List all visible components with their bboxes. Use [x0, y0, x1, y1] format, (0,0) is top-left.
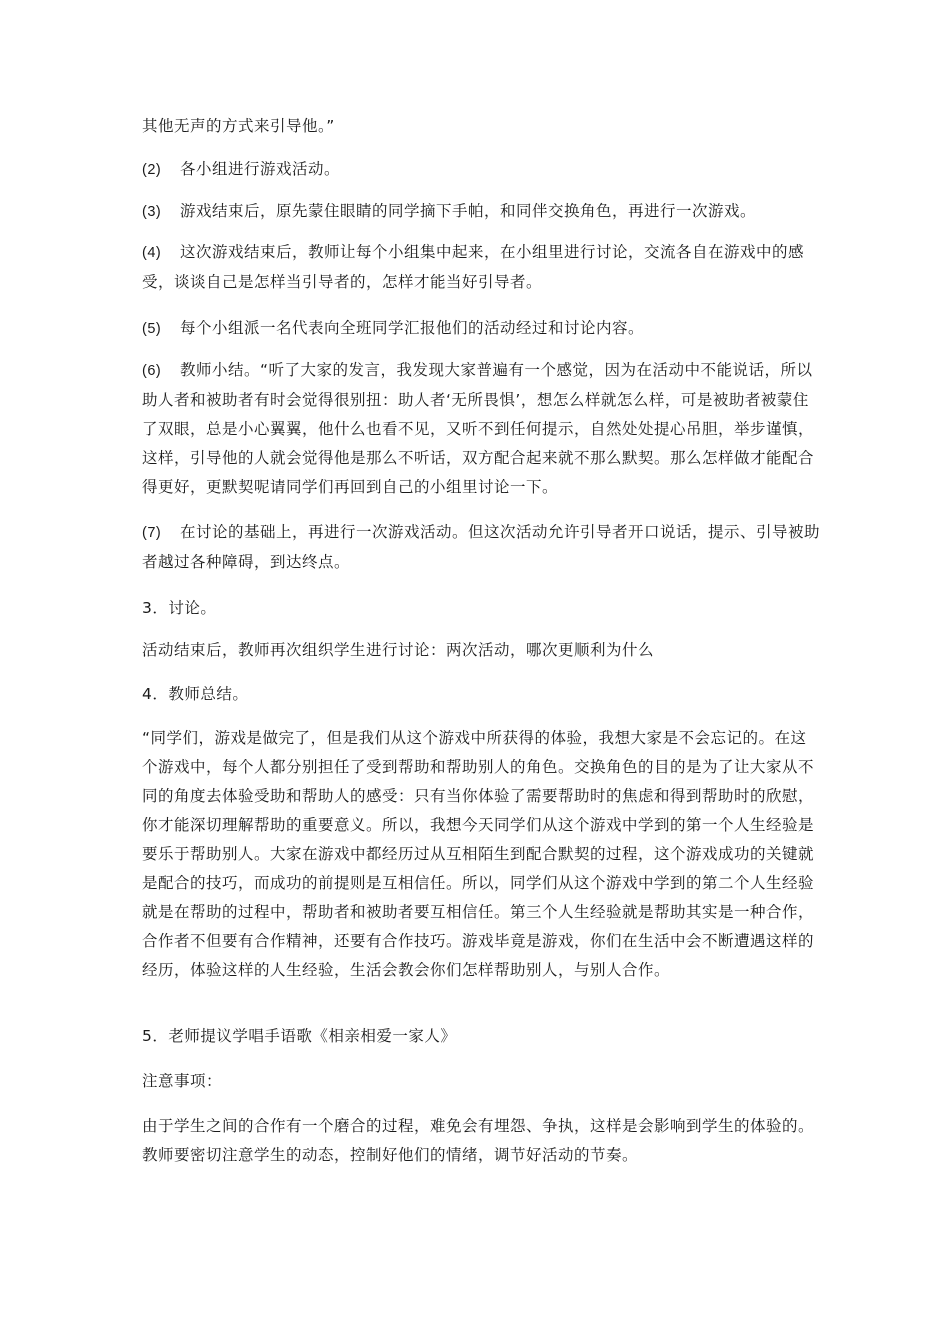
heading-text: 5．老师提议学唱手语歌《相亲相爱一家人》: [142, 1027, 457, 1045]
section-heading-4: [142, 680, 822, 709]
paragraph-text: “同学们，游戏是做完了，但是我们从这个游戏中所获得的体验，我想大家是不会忘记的。在这个游戏中，每个人都分别担任了受到帮助和帮助别人的角色。交换角色的目的是为了让大家从不同的角度去体验受助和帮助人的感受：只有当你体验了需要帮助时的焦虑和得到帮助时的欣慰，你才能深切理解帮助的重要意义。所以，我想今天同学们从这个游戏中学到的第一个人生经验是要乐于帮助别人。大家在游戏中都经历过从互相陌生到配合默契的过程，这个游戏成功的关键就是配合的技巧，而成功的前提则是互相信任。所以，同学们从这个游戏中学到的第二个人生经验就是在帮助的过程中，帮助者和被助者要互相信任。第三个人生经验就是帮助其实是一种合作，合作者不但要有合作精神，还要有合作技巧。游戏毕竟是游戏，你们在生活中会不断遭遇这样的经历，体验这样的人生经验，生活会教会你们怎样帮助别人，与别人合作。: [142, 729, 815, 979]
paragraph-text: 游戏结束后，原先蒙住眼睛的同学摘下手帕，和同伴交换角色，再进行一次游戏。: [180, 202, 757, 220]
paragraph-text: 这次游戏结束后，教师让每个小组集中起来，在小组里进行讨论，交流各自在游戏中的感受，谈谈自己是怎样当引导者的，怎样才能当好引导者。: [142, 243, 805, 291]
notes-heading: [142, 1067, 822, 1096]
list-number: (7): [142, 525, 162, 541]
list-number: (5): [142, 321, 162, 337]
section-heading-3: [142, 594, 822, 623]
paragraph-text: 各小组进行游戏活动。: [180, 160, 341, 178]
paragraph-text: 每个小组派一名代表向全班同学汇报他们的活动经过和讨论内容。: [180, 319, 645, 337]
list-item-3: [142, 197, 822, 227]
paragraph-text: 其他无声的方式来引导他。”: [142, 117, 335, 135]
list-number: (2): [142, 162, 162, 178]
section-heading-5: [142, 1022, 822, 1051]
list-number: (6): [142, 363, 162, 379]
list-item-7: [142, 518, 822, 577]
paragraph-teacher-summary: [142, 724, 822, 985]
list-number: (4): [142, 245, 162, 261]
list-item-2: [142, 155, 822, 185]
list-item-4: [142, 238, 822, 297]
heading-text: 3．讨论。: [142, 599, 217, 617]
paragraph-text: 教师小结。“听了大家的发言，我发现大家普遍有一个感觉，因为在活动中不能说话，所以助人者和被助者有时会觉得很别扭：助人者‘无所畏惧’，想怎么样就怎么样，可是被助者被蒙住了双眼，总是小心翼翼，他什么也看不见，又听不到任何提示，自然处处提心吊胆，举步谨慎，这样，引导他的人就会觉得他是那么不听话，双方配合起来就不那么默契。那么怎样做才能配合得更好，更默契呢请同学们再回到自己的小组里讨论一下。: [142, 361, 815, 496]
heading-text: 注意事项：: [142, 1072, 223, 1090]
list-item-5: [142, 314, 822, 344]
paragraph-text: 在讨论的基础上，再进行一次游戏活动。但这次活动允许引导者开口说话，提示、引导被助者越过各种障碍，到达终点。: [142, 523, 821, 571]
list-item-6: [142, 356, 822, 502]
paragraph: [142, 636, 822, 665]
paragraph-text: 由于学生之间的合作有一个磨合的过程，难免会有埋怨、争执，这样是会影响到学生的体验的。教师要密切注意学生的动态，控制好他们的情绪，调节好活动的节奏。: [142, 1117, 815, 1164]
paragraph-continuation: [142, 112, 822, 141]
heading-text: 4．教师总结。: [142, 685, 249, 703]
paragraph-text: 活动结束后，教师再次组织学生进行讨论：两次活动，哪次更顺利为什么: [142, 641, 655, 659]
notes-paragraph: [142, 1112, 822, 1170]
list-number: (3): [142, 204, 162, 220]
